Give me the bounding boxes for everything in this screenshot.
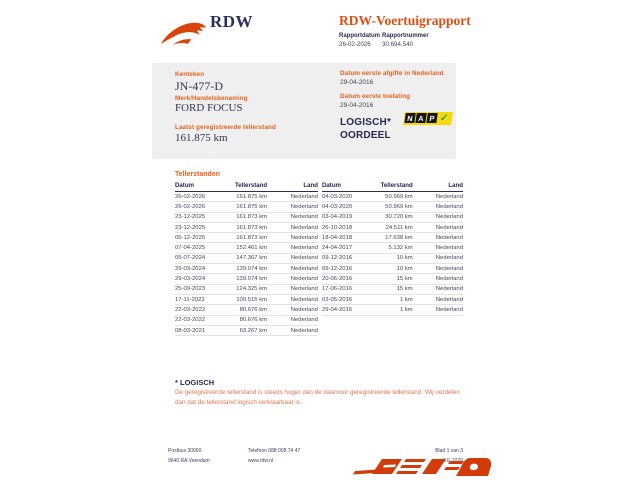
cell-land: Nederland <box>290 286 318 293</box>
cell-tellerstand: 30.720 km <box>385 214 413 221</box>
footer-stripes-graphic-icon <box>344 454 492 480</box>
cell-datum: 26-10-2018 <box>322 224 353 231</box>
cell-datum: 18-04-2018 <box>322 234 353 241</box>
cell-datum: 26-02-2026 <box>175 193 206 200</box>
cell-tellerstand: 63.267 km <box>239 327 268 334</box>
cell-datum: 08-03-2021 <box>175 327 206 334</box>
nap-checkmark-icon: ✓ <box>439 112 450 124</box>
cell-land: Nederland <box>435 245 463 252</box>
report-date-value: 26-02-2026 <box>339 41 371 48</box>
cell-datum: 26-02-2026 <box>175 203 206 210</box>
cell-datum: 04-03-2020 <box>322 193 353 200</box>
kenteken-label: Kenteken <box>175 71 205 78</box>
table-row <box>175 316 318 326</box>
tellerstanden-table-right <box>322 181 463 316</box>
footer-page-number: Blad 1 van 3 <box>435 448 463 454</box>
cell-datum: 22-03-2022 <box>175 306 206 313</box>
cell-datum: 03-05-2016 <box>322 296 353 303</box>
tellerstanden-table-left <box>175 181 318 336</box>
table-row <box>322 213 463 223</box>
cell-tellerstand: 10 km <box>396 265 413 272</box>
table-row <box>322 285 463 295</box>
rdw-eagle-logo-icon <box>160 15 208 49</box>
col-header-tellerstand: Tellerstand <box>380 182 413 189</box>
table-row <box>175 285 318 295</box>
cell-land: Nederland <box>290 327 318 334</box>
cell-tellerstand: 100.515 km <box>236 296 268 303</box>
cell-land: Nederland <box>290 265 318 272</box>
cell-tellerstand: 139.074 km <box>236 265 268 272</box>
cell-datum: 17-11-2022 <box>175 296 205 303</box>
cell-tellerstand: 15 km <box>396 286 413 293</box>
table-row <box>175 326 318 336</box>
cell-tellerstand: 1 km <box>399 306 413 313</box>
nap-logo <box>403 112 453 125</box>
cell-tellerstand: 50.969 km <box>385 193 413 200</box>
table-row <box>175 213 318 223</box>
table-row <box>322 295 463 305</box>
cell-datum: 25-09-2023 <box>175 286 206 293</box>
table-row <box>322 202 463 212</box>
cell-datum: 24-04-2017 <box>322 245 353 252</box>
cell-land: Nederland <box>435 286 463 293</box>
cell-tellerstand: 161.873 km <box>236 234 268 241</box>
cell-datum: 29-04-2016 <box>322 306 353 313</box>
table-row <box>322 243 463 253</box>
table-row <box>322 264 463 274</box>
cell-datum: 05-12-2025 <box>175 234 206 241</box>
table-row <box>175 254 318 264</box>
footer-address-line1: Postbus 30000 <box>168 448 202 454</box>
footer-contact <box>248 446 300 466</box>
cell-land: Nederland <box>435 234 463 241</box>
merk-label: Merk/Handelsbenaming <box>175 95 248 102</box>
oordeel-line2: OORDEEL <box>340 130 391 141</box>
table-row <box>322 233 463 243</box>
cell-datum: 07-04-2025 <box>175 245 206 252</box>
table-row <box>175 223 318 233</box>
cell-tellerstand: 1 km <box>399 296 413 303</box>
cell-land: Nederland <box>290 203 318 210</box>
table-header-row <box>322 181 463 192</box>
cell-land: Nederland <box>290 224 318 231</box>
cell-tellerstand: 161.873 km <box>236 214 268 221</box>
cell-tellerstand: 124.325 km <box>236 286 268 293</box>
cell-tellerstand: 80.676 km <box>239 306 268 313</box>
laatste-tellerstand-label: Laatst geregistreerde tellerstand <box>175 124 276 131</box>
report-date-label: Rapportdatum <box>339 33 380 39</box>
table-row <box>175 305 318 315</box>
cell-tellerstand: 152.461 km <box>236 245 268 252</box>
kenteken-value: JN-477-D <box>175 79 223 93</box>
col-header-tellerstand: Tellerstand <box>235 182 268 189</box>
table-row <box>175 295 318 305</box>
cell-land: Nederland <box>290 276 318 283</box>
table-row <box>175 233 318 243</box>
cell-datum: 04-03-2020 <box>322 203 353 210</box>
footer-website: www.rdw.nl <box>248 458 274 464</box>
col-header-datum: Datum <box>322 182 341 189</box>
logisch-footnote-title: * LOGISCH <box>175 378 215 387</box>
table-row <box>175 264 318 274</box>
footer-address-line2: 9640 RA Veendam <box>168 458 210 464</box>
footer-address <box>168 446 210 466</box>
tellerstanden-title: Tellerstanden <box>175 171 220 178</box>
table-header-row <box>175 181 318 192</box>
oordeel-text <box>340 116 391 142</box>
eerste-toelating-label: Datum eerste toelating <box>340 93 411 100</box>
cell-land: Nederland <box>435 296 463 303</box>
cell-tellerstand: 50.969 km <box>385 203 413 210</box>
cell-land: Nederland <box>290 193 318 200</box>
cell-datum: 09-12-2016 <box>322 255 353 262</box>
table-row <box>322 274 463 284</box>
col-header-land: Land <box>303 182 318 189</box>
table-row <box>175 202 318 212</box>
cell-tellerstand: 161.875 km <box>236 203 268 210</box>
rdw-logo-text: RDW <box>210 12 254 31</box>
cell-tellerstand: 24.511 km <box>385 224 413 231</box>
cell-datum: 22-03-2022 <box>175 317 206 324</box>
merk-value: FORD FOCUS <box>175 102 243 114</box>
cell-datum: 17-06-2016 <box>322 286 353 293</box>
footer-doc-code: E <box>447 458 451 464</box>
cell-datum: 23-12-2025 <box>175 224 206 231</box>
cell-land: Nederland <box>435 276 463 283</box>
col-header-land: Land <box>448 182 463 189</box>
cell-land: Nederland <box>290 234 318 241</box>
cell-land: Nederland <box>435 306 463 313</box>
cell-land: Nederland <box>290 306 318 313</box>
cell-tellerstand: 5.132 km <box>388 245 413 252</box>
cell-land: Nederland <box>290 255 318 262</box>
cell-land: Nederland <box>435 214 463 221</box>
col-header-datum: Datum <box>175 182 194 189</box>
cell-land: Nederland <box>435 224 463 231</box>
nap-letter-n: N <box>404 113 415 123</box>
cell-tellerstand: 147.367 km <box>236 255 268 262</box>
eerste-toelating-value: 29-04-2016 <box>340 102 374 109</box>
table-row <box>175 243 318 253</box>
cell-datum: 23-12-2025 <box>175 214 206 221</box>
cell-tellerstand: 10 km <box>396 255 413 262</box>
cell-land: Nederland <box>435 265 463 272</box>
cell-land: Nederland <box>435 255 463 262</box>
footer-phone: Telefoon 088 008 74 47 <box>248 448 301 454</box>
cell-land: Nederland <box>290 317 318 324</box>
cell-tellerstand: 161.875 km <box>236 193 268 200</box>
report-number-value: 30.694.540 <box>382 41 413 48</box>
cell-land: Nederland <box>290 245 318 252</box>
table-row <box>322 254 463 264</box>
table-row <box>322 223 463 233</box>
cell-land: Nederland <box>290 296 318 303</box>
cell-datum: 09-12-2016 <box>322 265 353 272</box>
cell-land: Nederland <box>290 214 318 221</box>
oordeel-line1: LOGISCH* <box>340 117 392 128</box>
nap-letter-a: A <box>415 113 426 123</box>
table-row <box>175 274 318 284</box>
eerste-afgifte-label: Datum eerste afgifte in Nederland <box>340 70 444 77</box>
cell-land: Nederland <box>435 193 463 200</box>
table-row <box>175 192 318 202</box>
cell-datum: 29-03-2024 <box>175 276 206 283</box>
table-row <box>322 305 463 315</box>
cell-datum: 20-06-2016 <box>322 276 353 283</box>
logisch-footnote-body: De geregistreerde tellerstand is steeds hoger dan de daarvoor geregistreerde tellerstand. Wij oordelen dan dat de tellerstand logisch verklaarbaar is. <box>175 389 460 406</box>
cell-tellerstand: 17.638 km <box>385 234 413 241</box>
cell-tellerstand: 80.676 km <box>239 317 268 324</box>
table-row <box>322 192 463 202</box>
cell-tellerstand: 139.074 km <box>236 276 268 283</box>
page-title: RDW-Voertuigrapport <box>339 13 471 28</box>
cell-tellerstand: 15 km <box>396 276 413 283</box>
nap-letter-p: P <box>426 113 437 123</box>
laatste-tellerstand-value: 161.875 km <box>175 132 228 144</box>
cell-tellerstand: 161.873 km <box>236 224 268 231</box>
cell-datum: 29-03-2024 <box>175 265 206 272</box>
cell-land: Nederland <box>435 203 463 210</box>
report-number-label: Rapportnummer <box>382 33 429 39</box>
eerste-afgifte-value: 29-04-2016 <box>340 79 374 86</box>
cell-datum: 03-04-2019 <box>322 214 353 221</box>
cell-datum: 05-07-2024 <box>175 255 206 262</box>
